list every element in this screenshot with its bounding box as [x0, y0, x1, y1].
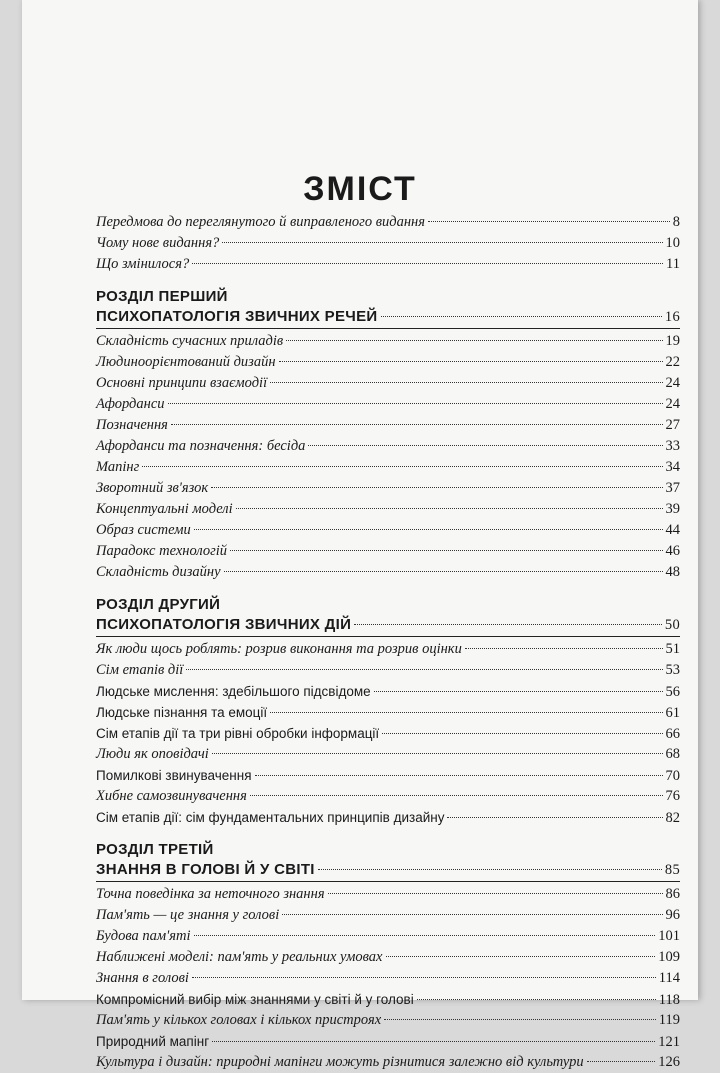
chapter-label: РОЗДІЛ ПЕРШИЙ	[96, 288, 228, 305]
toc-entry-page: 53	[665, 662, 680, 678]
toc-entry[interactable]	[96, 562, 680, 583]
toc-entry[interactable]	[96, 520, 680, 541]
toc-entry[interactable]	[96, 702, 680, 723]
leader-dots	[386, 956, 656, 957]
chapter-divider	[96, 636, 680, 637]
toc-entry-title: Знання в голові	[96, 970, 189, 986]
toc-entry[interactable]	[96, 212, 680, 233]
leader-dots	[328, 893, 663, 894]
toc-entry[interactable]	[96, 331, 680, 352]
toc-entry[interactable]	[96, 884, 680, 905]
chapter-title-entry[interactable]	[96, 306, 680, 328]
toc-entry-page: 121	[658, 1034, 680, 1050]
leader-dots	[447, 817, 662, 818]
toc-entry-title: Позначення	[96, 417, 168, 433]
leader-dots	[255, 775, 663, 776]
chapter-title-entry[interactable]	[96, 859, 680, 881]
toc-entry[interactable]	[96, 499, 680, 520]
toc-entry-page: 68	[665, 746, 680, 762]
toc-entry-title: Людиноорієнтований дизайн	[96, 354, 276, 370]
toc-entry-page: 86	[665, 886, 680, 902]
toc-entry-page: 119	[658, 1012, 680, 1028]
toc-entry-page: 126	[658, 1054, 680, 1070]
toc-entry[interactable]	[96, 723, 680, 744]
book-page	[22, 0, 698, 1070]
toc-entry-title: Парадокс технологій	[96, 543, 228, 559]
toc-entry-page: 44	[665, 522, 680, 538]
toc-entry-title: Людське мислення: здебільшого підсвідоме	[96, 684, 371, 699]
leader-dots	[286, 340, 662, 341]
toc-entry[interactable]	[96, 744, 680, 765]
leader-dots	[171, 424, 663, 425]
toc-entry[interactable]	[96, 478, 680, 499]
toc-entry-page: 24	[665, 375, 680, 391]
toc-entry-page: 61	[665, 705, 680, 721]
toc-entry-page: 46	[665, 543, 680, 559]
toc-entry[interactable]	[96, 233, 680, 254]
leader-dots	[308, 445, 662, 446]
toc-entry-page: 101	[658, 928, 680, 944]
leader-dots	[192, 263, 663, 264]
chapter-title-entry[interactable]	[96, 614, 680, 636]
toc-entry[interactable]	[96, 415, 680, 436]
toc-entry-title: Природний мапінг	[96, 1034, 210, 1049]
toc-entry-page: 66	[665, 726, 680, 742]
chapter-title: ПСИХОПАТОЛОГІЯ ЗВИЧНИХ РЕЧЕЙ	[96, 308, 378, 325]
leader-dots	[587, 1061, 656, 1062]
leader-dots	[168, 403, 663, 404]
toc-entry[interactable]	[96, 639, 680, 660]
toc-entry-title: Як люди щось роблять: розрив виконання та розрив оцінки	[96, 641, 462, 657]
chapter-label: РОЗДІЛ ТРЕТІЙ	[96, 841, 214, 858]
toc-entry-title: Афорданси та позначення: бесіда	[96, 438, 306, 454]
chapter-section	[96, 840, 680, 1073]
toc-entry-page: 24	[665, 396, 680, 412]
toc-entry-title: Передмова до переглянутого й виправленого видання	[96, 214, 425, 230]
toc-entry[interactable]	[96, 254, 680, 275]
leader-dots	[282, 914, 662, 915]
toc-entry-title: Мапінг	[96, 459, 140, 475]
toc-entry[interactable]	[96, 436, 680, 457]
leader-dots	[384, 1019, 656, 1020]
leader-dots	[186, 669, 662, 670]
leader-dots	[194, 935, 656, 936]
toc-entry-title: Наближені моделі: пам'ять у реальних умовах	[96, 949, 383, 965]
toc-entry-page: 51	[665, 641, 680, 657]
leader-dots	[374, 691, 663, 692]
leader-dots	[428, 221, 670, 222]
toc-entry-title: Сім етапів дії: сім фундаментальних принципів дизайну	[96, 810, 445, 825]
toc-entry[interactable]	[96, 1052, 680, 1073]
toc-entry-page: 70	[665, 768, 680, 784]
toc-entry-page: 22	[665, 354, 680, 370]
toc-entry-title: Будова пам'яті	[96, 928, 191, 944]
toc-entry[interactable]	[96, 541, 680, 562]
leader-dots	[192, 977, 656, 978]
leader-dots	[270, 382, 662, 383]
toc-entry[interactable]	[96, 968, 680, 989]
toc-entry[interactable]	[96, 660, 680, 681]
leader-dots	[465, 648, 663, 649]
leader-dots	[279, 361, 663, 362]
leader-dots	[250, 795, 663, 796]
chapters-list	[96, 287, 680, 1073]
toc-entry-title: Культура і дизайн: природні мапінги можуть різнитися залежно від культури	[96, 1054, 584, 1070]
toc-entry[interactable]	[96, 352, 680, 373]
toc-entry-page: 10	[665, 235, 680, 251]
toc-entry[interactable]	[96, 765, 680, 786]
chapter-divider	[96, 328, 680, 329]
chapter-divider	[96, 881, 680, 882]
page-title: ЗМІСТ	[303, 170, 417, 208]
toc-entry-title: Помилкові звинувачення	[96, 768, 252, 783]
toc-entry-title: Образ системи	[96, 522, 191, 538]
chapter-section	[96, 595, 680, 828]
leader-dots	[381, 316, 662, 317]
toc-entry-page: 33	[665, 438, 680, 454]
leader-dots	[354, 624, 662, 625]
toc-entry[interactable]	[96, 681, 680, 702]
toc-entry-title: Точна поведінка за неточного знання	[96, 886, 325, 902]
toc-entry-page: 96	[665, 907, 680, 923]
leader-dots	[318, 869, 662, 870]
leader-dots	[224, 571, 663, 572]
toc-entry-title: Хибне самозвинувачення	[96, 788, 247, 804]
leader-dots	[212, 753, 663, 754]
toc-entry-title: Пам'ять — це знання у голові	[96, 907, 280, 923]
toc-entry-page: 48	[665, 564, 680, 580]
leader-dots	[382, 733, 662, 734]
toc-entry-title: Компромісний вибір між знаннями у світі й у голові	[96, 992, 414, 1007]
toc-entry-title: Сім етапів дії та три рівні обробки інформації	[96, 726, 380, 741]
toc-entry-page: 109	[658, 949, 680, 965]
toc-entry-title: Що змінилося?	[96, 256, 190, 272]
toc-entry-page: 8	[672, 214, 680, 230]
toc-entry-title: Концептуальні моделі	[96, 501, 233, 517]
chapter-page: 50	[664, 617, 680, 633]
leader-dots	[194, 529, 663, 530]
toc-entry[interactable]	[96, 1010, 680, 1031]
toc-entry[interactable]	[96, 786, 680, 807]
table-of-contents	[96, 212, 680, 1073]
toc-entry-page: 39	[665, 501, 680, 517]
toc-entry-page: 27	[665, 417, 680, 433]
leader-dots	[230, 550, 662, 551]
toc-entry-page: 37	[665, 480, 680, 496]
toc-entry[interactable]	[96, 373, 680, 394]
leader-dots	[212, 1041, 655, 1042]
toc-entry-title: Основні принципи взаємодії	[96, 375, 268, 391]
toc-entry[interactable]	[96, 1031, 680, 1052]
toc-entry-title: Афорданси	[96, 396, 165, 412]
leader-dots	[222, 242, 662, 243]
toc-entry[interactable]	[96, 457, 680, 478]
toc-entry-page: 56	[665, 684, 680, 700]
toc-entry-page: 19	[665, 333, 680, 349]
toc-entry[interactable]	[96, 947, 680, 968]
toc-entry[interactable]	[96, 394, 680, 415]
chapter-page: 85	[664, 862, 680, 878]
leader-dots	[270, 712, 662, 713]
toc-entry[interactable]	[96, 807, 680, 828]
leader-dots	[211, 487, 662, 488]
toc-entry-title: Люди як оповідачі	[96, 746, 209, 762]
chapter-title: ЗНАННЯ В ГОЛОВІ Й У СВІТІ	[96, 861, 315, 878]
toc-entry-title: Складність сучасних приладів	[96, 333, 284, 349]
chapter-label: РОЗДІЛ ДРУГИЙ	[96, 596, 221, 613]
toc-entry-page: 11	[666, 256, 680, 272]
leader-dots	[142, 466, 662, 467]
toc-entry-title: Складність дизайну	[96, 564, 221, 580]
toc-entry-page: 82	[665, 810, 680, 826]
toc-entry-title: Зворотний зв'язок	[96, 480, 209, 496]
chapter-section	[96, 287, 680, 583]
toc-entry-title: Людське пізнання та емоції	[96, 705, 268, 720]
toc-entry[interactable]	[96, 905, 680, 926]
toc-entry-page: 34	[665, 459, 680, 475]
toc-entry-title: Пам'ять у кількох головах і кількох пристроях	[96, 1012, 382, 1028]
toc-entry-title: Чому нове видання?	[96, 235, 220, 251]
intro-section	[96, 212, 680, 275]
toc-entry[interactable]	[96, 926, 680, 947]
leader-dots	[236, 508, 663, 509]
toc-entry-page: 118	[658, 992, 680, 1008]
toc-entry-title: Сім етапів дії	[96, 662, 184, 678]
chapter-page: 16	[664, 309, 680, 325]
toc-entry-page: 114	[658, 970, 680, 986]
toc-entry-page: 76	[665, 788, 680, 804]
chapter-title: ПСИХОПАТОЛОГІЯ ЗВИЧНИХ ДІЙ	[96, 616, 352, 633]
